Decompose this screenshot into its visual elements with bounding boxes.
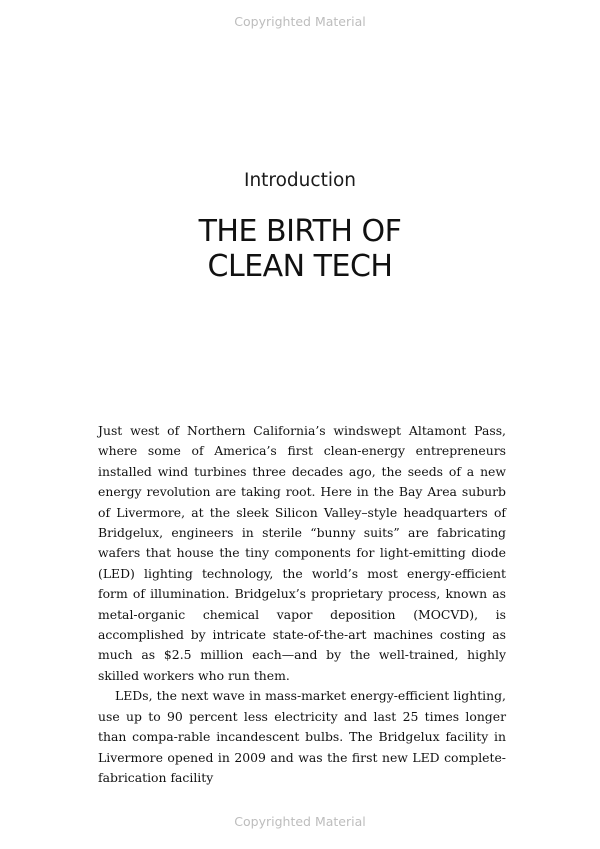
chapter-label: Introduction <box>243 170 357 191</box>
chapter-title-line-1: THE BIRTH OF <box>198 214 402 249</box>
chapter-title <box>0 214 600 284</box>
chapter-title-line-2: CLEAN TECH <box>207 249 393 284</box>
body-text <box>98 421 506 788</box>
copyright-watermark-top: Copyrighted Material <box>234 14 366 29</box>
copyright-watermark-bottom: Copyrighted Material <box>234 814 366 829</box>
paragraph-2: LEDs, the next wave in mass-market energy-efficient lighting, use up to 90 percent less electricity and last 25 times longer than compa-rable incandescent bulbs. The Bridgelux facility in Livermore opened in 2009 and was the first new LED complete-fabrication facility <box>98 688 506 785</box>
paragraph-1: Just west of Northern California’s windswept Altamont Pass, where some of America’s first clean-energy entrepreneurs installed wind turbines three decades ago, the seeds of a new energy revolution are taking root. Here in the Bay Area suburb of Livermore, at the sleek Silicon Valley–style headquarters of Bridgelux, engineers in sterile “bunny suits” are fabricating wafers that house the tiny components for light-emitting diode (LED) lighting technology, the world’s most energy-efficient form of illumination. Bridgelux’s proprietary process, known as metal-organic chemical vapor deposition (MOCVD), is accomplished by intricate state-of-the-art machines costing as much as $2.5 million each—and by the well-trained, highly skilled workers who run them. <box>98 423 506 683</box>
